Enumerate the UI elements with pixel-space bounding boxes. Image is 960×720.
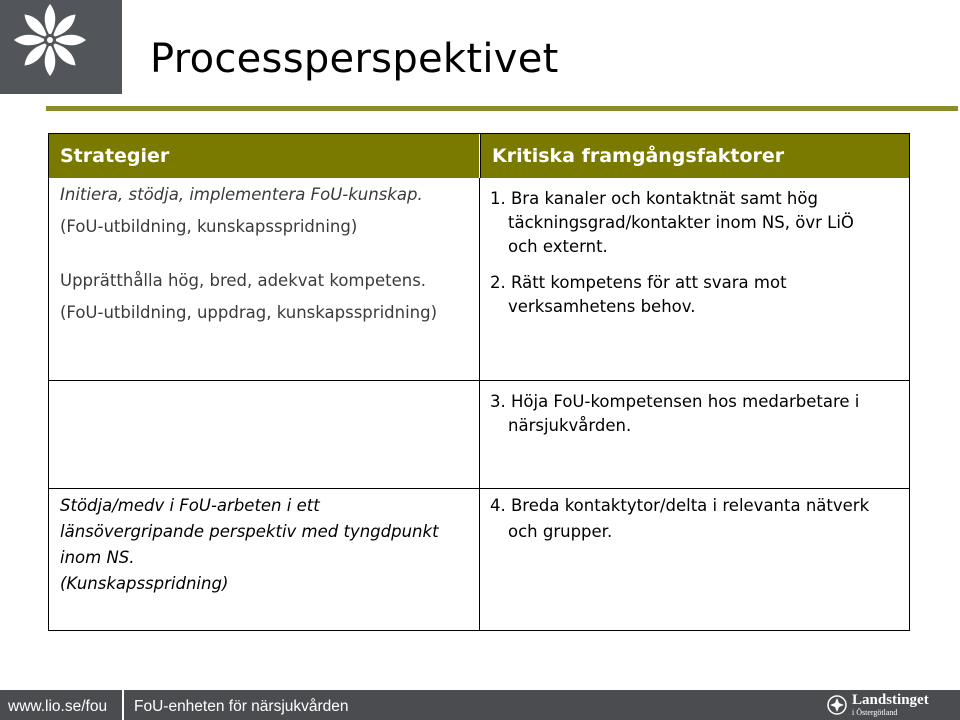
strategy-3-line-1: Stödja/medv i FoU-arbeten i ett: [60, 496, 320, 515]
factor-3-line-1: 3. Höja FoU-kompetensen hos medarbetare i: [490, 392, 860, 411]
strategy-2-line-2: (FoU-utbildning, uppdrag, kunskapsspridning): [60, 303, 438, 322]
footer-unit-name: FoU-enheten för närsjukvården: [134, 698, 349, 715]
footer-divider: [122, 690, 124, 720]
page-title: Processperspektivet: [150, 36, 559, 82]
strategy-1-line-2: (FoU-utbildning, kunskapsspridning): [60, 217, 358, 236]
factor-2-line-1: 2. Rätt kompetens för att svara mot: [490, 273, 787, 292]
row-divider-2: [49, 488, 909, 489]
column-divider: [479, 178, 480, 630]
factor-1-line-3: och externt.: [508, 237, 608, 256]
factor-4-line-1: 4. Breda kontaktytor/delta i relevanta nätverk: [490, 496, 870, 515]
factor-4-line-2: och grupper.: [508, 522, 613, 541]
strategy-2-line-1: Upprätthålla hög, bred, adekvat kompetens.: [60, 271, 427, 290]
title-divider: [46, 106, 958, 111]
factor-2-line-2: verksamhetens behov.: [508, 297, 696, 316]
strategy-table: [48, 133, 910, 631]
org-subtitle: i Östergötland: [852, 708, 898, 717]
strategy-3-line-2: länsövergripande perspektiv med tyngdpunkt: [60, 522, 439, 541]
footer-url-link[interactable]: www.lio.se/fou: [8, 698, 108, 715]
header-kritiska-framgangsfaktorer: Kritiska framgångsfaktorer: [480, 134, 909, 178]
row-divider-1: [49, 380, 909, 381]
flower-emblem-icon: [0, 0, 122, 94]
strategy-1-line-1: Initiera, stödja, implementera FoU-kunskap.: [60, 185, 423, 204]
org-name: Landstinget: [852, 692, 929, 708]
strategy-3-line-3: inom NS.: [60, 548, 135, 567]
factor-1-line-1: 1. Bra kanaler och kontaktnät samt hög: [490, 189, 818, 208]
factor-3-line-2: närsjukvården.: [508, 416, 632, 435]
factor-1-line-2: täckningsgrad/kontakter inom NS, övr LiÖ: [508, 213, 854, 232]
header-strategier: Strategier: [49, 134, 479, 178]
lio-logo: [0, 0, 122, 94]
strategy-3-line-4: (Kunskapsspridning): [60, 574, 229, 593]
